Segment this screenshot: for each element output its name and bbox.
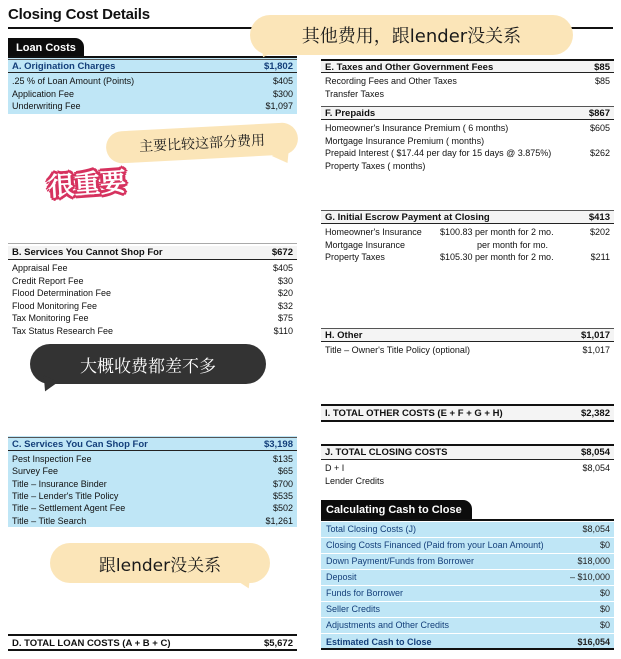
section-a-row <box>8 75 297 87</box>
row-label: Credit Report Fee <box>12 275 84 286</box>
row-label: Homeowner's Insurance Premium ( 6 months) <box>325 123 509 133</box>
loan-costs-tab: Loan Costs <box>8 38 84 57</box>
row-label: Down Payment/Funds from Borrower <box>326 556 475 566</box>
section-a-total: $1,802 <box>263 61 293 72</box>
section-b-total: $672 <box>271 247 293 258</box>
row-amount: $135 <box>272 454 293 464</box>
section-e-total: $85 <box>594 62 610 73</box>
row-amount: $605 <box>589 123 610 133</box>
row-amount: $8,054 <box>582 524 610 534</box>
section-b-row <box>8 287 297 299</box>
row-rate: $105.30 per month for 2 mo. <box>440 252 554 262</box>
section-g-header <box>321 210 614 224</box>
section-h-header <box>321 328 614 342</box>
row-label: Appraisal Fee <box>12 263 68 273</box>
section-c-total: $3,198 <box>263 439 293 450</box>
section-e-header <box>321 59 614 73</box>
row-rate: per month for mo. <box>477 239 549 250</box>
row-label: Prepaid Interest ( $17.44 per day for 15 days @ 3.875%) <box>325 148 552 158</box>
row-amount: $18,000 <box>577 556 610 566</box>
section-b-header <box>8 246 297 260</box>
row-amount: $202 <box>589 227 610 237</box>
row-amount: $1,097 <box>265 101 293 111</box>
no-relation-annotation-bubble <box>50 543 270 583</box>
similar-annotation-bubble <box>30 344 266 384</box>
row-label: Pest Inspection Fee <box>12 454 92 464</box>
no-relation-annotation-text: 跟lender没关系 <box>98 555 222 576</box>
row-label: Mortgage Insurance Premium ( months) <box>325 135 485 146</box>
section-g-row <box>321 226 614 238</box>
row-rate: $100.83 per month for 2 mo. <box>440 227 554 237</box>
row-amount: $1,017 <box>582 345 610 355</box>
section-c-row <box>8 465 297 477</box>
row-label: Application Fee <box>12 89 75 99</box>
row-label: Flood Monitoring Fee <box>12 300 98 311</box>
row-amount: $8,054 <box>582 463 610 473</box>
row-amount: $502 <box>272 503 293 514</box>
section-c-row <box>8 490 297 502</box>
row-amount: $0 <box>599 588 610 598</box>
row-label: Total Closing Costs (J) <box>326 524 417 534</box>
section-c-row <box>8 453 297 465</box>
row-label: Property Taxes ( months) <box>325 160 426 171</box>
row-label: Seller Credits <box>326 604 381 614</box>
section-b-row <box>8 275 297 287</box>
compare-annotation-text: 主要比较这部分费用 <box>138 132 266 156</box>
section-c-row <box>8 502 297 514</box>
section-j-row <box>321 462 614 474</box>
section-a-row <box>8 100 297 112</box>
section-e-row <box>321 75 614 87</box>
section-i-title: I. TOTAL OTHER COSTS (E + F + G + H) <box>325 408 503 419</box>
top-annotation-text: 其他费用，跟lender没关系 <box>301 26 522 47</box>
section-g-row <box>321 239 614 251</box>
row-label: Title – Lender's Title Policy <box>12 490 119 501</box>
section-b-row <box>8 300 297 312</box>
section-a-row <box>8 88 297 100</box>
row-amount: $85 <box>594 76 610 86</box>
cash-row-estimated-total <box>321 633 614 650</box>
section-c-row <box>8 515 297 527</box>
section-f-row <box>321 147 614 159</box>
row-label: Property Taxes <box>325 252 385 262</box>
row-label: Homeowner's Insurance <box>325 227 422 237</box>
section-d-title: D. TOTAL LOAN COSTS (A + B + C) <box>12 638 171 649</box>
row-amount: $20 <box>277 288 293 298</box>
row-label: Title – Settlement Agent Fee <box>12 503 126 514</box>
cash-to-close-tab: Calculating Cash to Close <box>321 500 472 520</box>
row-amount: $535 <box>272 490 293 501</box>
section-d-header <box>8 634 297 651</box>
section-b-row <box>8 325 297 337</box>
row-amount: $0 <box>599 620 610 630</box>
row-amount: $262 <box>589 148 610 158</box>
row-amount: $30 <box>277 275 293 286</box>
row-label: Lender Credits <box>325 475 385 486</box>
cash-row <box>321 521 614 537</box>
section-e-row <box>321 88 614 100</box>
row-amount: $405 <box>272 76 293 86</box>
cash-row <box>321 569 614 585</box>
row-label: Recording Fees and Other Taxes <box>325 76 457 86</box>
row-amount: $65 <box>277 466 293 477</box>
row-amount: $700 <box>272 478 293 489</box>
section-f-row <box>321 135 614 147</box>
row-amount: $405 <box>272 263 293 273</box>
section-d-total: $5,672 <box>263 638 293 649</box>
cash-row <box>321 601 614 617</box>
row-label: Title – Title Search <box>12 515 87 526</box>
row-amount: $16,054 <box>577 637 610 647</box>
row-label: Tax Status Research Fee <box>12 325 114 336</box>
section-f-header <box>321 106 614 120</box>
section-c-header <box>8 437 297 451</box>
section-i-total: $2,382 <box>580 408 610 419</box>
section-j-header <box>321 444 614 460</box>
row-amount: $1,261 <box>265 515 293 526</box>
section-f-total: $867 <box>588 108 610 119</box>
row-amount: $110 <box>273 325 293 336</box>
section-h-title: H. Other <box>325 330 363 341</box>
row-label: Transfer Taxes <box>325 89 385 99</box>
cash-row <box>321 553 614 569</box>
page-title: Closing Cost Details <box>8 6 150 23</box>
section-j-total: $8,054 <box>580 447 610 458</box>
important-stamp: 很重要 <box>47 167 128 203</box>
cash-row <box>321 537 614 553</box>
section-c-row <box>8 478 297 490</box>
section-j-title: J. TOTAL CLOSING COSTS <box>325 447 448 458</box>
section-e-title: E. Taxes and Other Government Fees <box>325 62 494 73</box>
section-g-title: G. Initial Escrow Payment at Closing <box>325 212 490 223</box>
section-f-row <box>321 122 614 134</box>
section-f-row <box>321 160 614 172</box>
row-label: Flood Determination Fee <box>12 288 112 298</box>
cash-row <box>321 617 614 633</box>
row-label: Survey Fee <box>12 466 59 477</box>
row-label: Estimated Cash to Close <box>326 637 432 647</box>
row-label: Adjustments and Other Credits <box>326 620 450 630</box>
row-label: Title – Insurance Binder <box>12 478 107 489</box>
section-i-header <box>321 404 614 422</box>
section-g-total: $413 <box>588 212 610 223</box>
compare-annotation-bubble <box>105 122 298 164</box>
row-label: Deposit <box>326 572 357 582</box>
section-h-total: $1,017 <box>580 330 610 341</box>
row-label: Funds for Borrower <box>326 588 404 598</box>
row-label: D + I <box>325 463 345 473</box>
row-amount: – $10,000 <box>569 572 610 582</box>
section-g-row <box>321 251 614 263</box>
row-label: Tax Monitoring Fee <box>12 313 89 323</box>
section-c-title: C. Services You Can Shop For <box>12 439 148 450</box>
section-b-title: B. Services You Cannot Shop For <box>12 247 163 258</box>
row-amount: $0 <box>599 604 610 614</box>
section-j-row <box>321 475 614 487</box>
section-h-row <box>321 344 614 356</box>
section-f-title: F. Prepaids <box>325 108 376 119</box>
section-a-header <box>8 59 297 73</box>
row-amount: $211 <box>590 252 610 262</box>
row-amount: $75 <box>277 313 293 323</box>
row-amount: $300 <box>272 89 293 99</box>
cash-row <box>321 585 614 601</box>
row-amount: $32 <box>277 300 293 311</box>
top-annotation-bubble <box>250 15 573 55</box>
section-a-title: A. Origination Charges <box>12 61 116 72</box>
section-b-row <box>8 312 297 324</box>
row-amount: $0 <box>599 540 610 550</box>
row-label: .25 % of Loan Amount (Points) <box>12 76 135 86</box>
row-label: Underwriting Fee <box>12 101 81 111</box>
section-b-row <box>8 262 297 274</box>
row-label: Title – Owner's Title Policy (optional) <box>325 345 470 355</box>
section-b-top-rule <box>8 243 297 244</box>
similar-annotation-text: 大概收费都差不多 <box>80 356 216 377</box>
row-label: Closing Costs Financed (Paid from your Loan Amount) <box>326 540 544 550</box>
row-label: Mortgage Insurance <box>325 239 406 250</box>
